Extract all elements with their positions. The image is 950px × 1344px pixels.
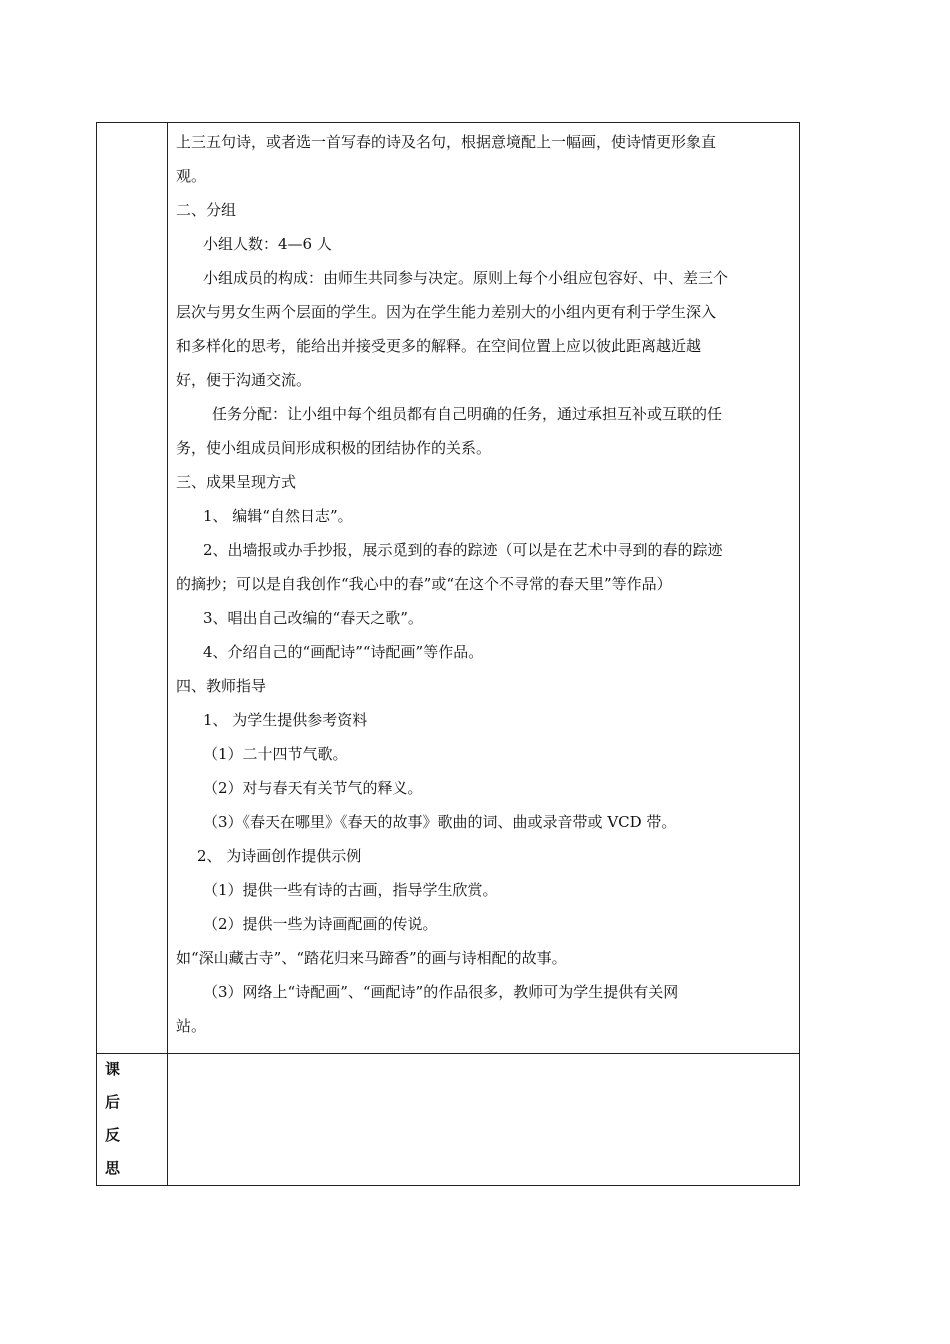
text-line: 观。	[176, 167, 207, 185]
text-line: 站。	[176, 1017, 207, 1035]
text-line: 和多样化的思考，能给出并接受更多的解释。在空间位置上应以彼此距离越近越	[176, 337, 702, 355]
label-char: 后	[105, 1093, 121, 1111]
list-item: 2、 为诗画创作提供示例	[197, 847, 362, 865]
reflection-content-cell	[168, 1054, 799, 1185]
text-line: 的摘抄；可以是自我创作“我心中的春”或“在这个不寻常的春天里”等作品）	[176, 575, 672, 593]
section-heading: 二、分组	[176, 201, 237, 219]
section-heading: 四、教师指导	[176, 677, 267, 695]
list-item: 4、介绍自己的“画配诗”“诗配画”等作品。	[203, 643, 484, 661]
label-char: 反	[105, 1126, 121, 1144]
list-item: （1）提供一些有诗的古画，指导学生欣赏。	[203, 881, 498, 899]
column-divider	[167, 123, 168, 1185]
text-line: 好，便于沟通交流。	[176, 371, 312, 389]
label-char: 课	[105, 1060, 121, 1078]
text-line: 小组人数：4—6 人	[203, 235, 332, 253]
list-item: （3）网络上“诗配画”、“画配诗”的作品很多，教师可为学生提供有关网	[203, 983, 679, 1001]
list-item: （3）《春天在哪里》《春天的故事》歌曲的词、曲或录音带或 VCD 带。	[203, 813, 677, 831]
text-line: 任务分配：让小组中每个组员都有自己明确的任务，通过承担互补或互联的任	[212, 405, 723, 423]
list-item: （2）提供一些为诗画配画的传说。	[203, 915, 438, 933]
reflection-label	[105, 1053, 165, 1185]
list-item: 1、 编辑“自然日志”。	[203, 507, 353, 525]
label-char: 思	[105, 1159, 121, 1177]
text-line: 务，使小组成员间形成积极的团结协作的关系。	[176, 439, 492, 457]
list-item: （2）对与春天有关节气的释义。	[203, 779, 423, 797]
list-item: 1、 为学生提供参考资料	[203, 711, 368, 729]
section-heading: 三、成果呈现方式	[176, 473, 297, 491]
list-item: （1）二十四节气歌。	[203, 745, 348, 763]
list-item: 2、出墙报或办手抄报，展示觅到的春的踪迹（可以是在艺术中寻到的春的踪迹	[203, 541, 723, 559]
lesson-content-cell	[176, 125, 798, 1045]
lesson-plan-table	[96, 122, 800, 1186]
list-item: 3、唱出自己改编的“春天之歌”。	[203, 609, 423, 627]
text-line: 层次与男女生两个层面的学生。因为在学生能力差别大的小组内更有利于学生深入	[176, 303, 717, 321]
text-line: 如“深山藏古寺”、“踏花归来马蹄香”的画与诗相配的故事。	[176, 949, 567, 967]
text-line: 小组成员的构成：由师生共同参与决定。原则上每个小组应包容好、中、差三个	[203, 269, 729, 287]
text-line: 上三五句诗，或者选一首写春的诗及名句，根据意境配上一幅画，使诗情更形象直	[176, 133, 717, 151]
